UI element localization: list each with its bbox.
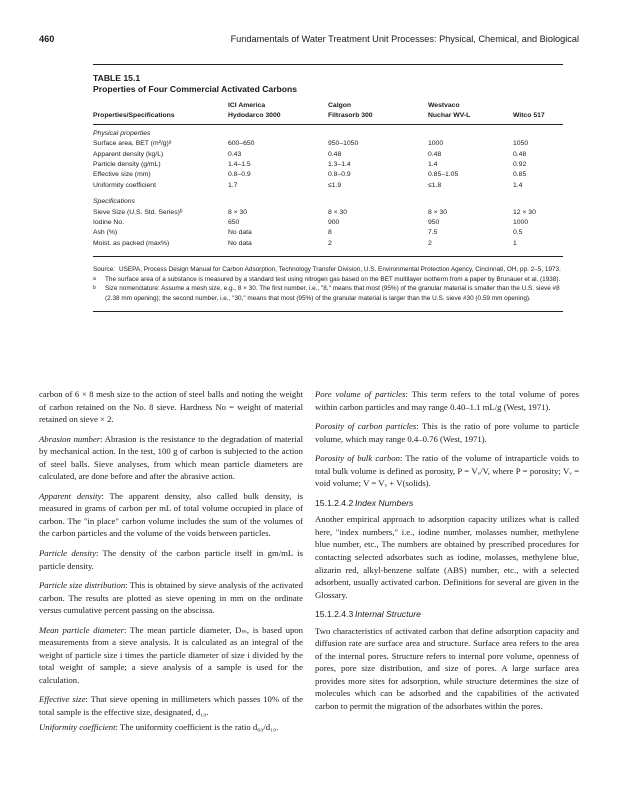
paragraph-porosity-bulk [315,452,579,490]
row-label: Ash (%) [93,229,118,237]
page-number: 460 [39,34,55,44]
row-label: Sieve Size (U.S. Std. Series)ᵇ [93,208,183,216]
table-header [93,101,563,123]
column-header-product: Properties/Specifications [93,112,175,120]
right-column [315,388,579,720]
paragraph-internal-structure: Two characteristics of activated carbon that define adsorption capacity and diffusion rate are surface area and structure. Surface area refers to the area of the internal pores. Structure refers to internal pore volume, openness of pores, pore size distribution, and size of pores. A large surface area provides more sites for adsorption, while structure determines the size of molecules which can be adsorbed and the capabilities of the activated carbon to permit the migration of the adsorbates within the pores. [315,625,579,712]
table-cell: 0.48 [428,150,442,158]
table-cell: ≤1.8 [428,181,442,189]
table-cell: 1.4 [513,181,523,189]
column-header-brand: Calgon [328,102,352,109]
table-cell: 0.48 [513,150,527,158]
definition: : This is the ratio of pore volume to particle volume, which may range 0.4–0.76 (West, 1971). [315,421,579,444]
paragraph-index-numbers: Another empirical approach to adsorption capacity utilizes what is called here, "index numbers," i.e., iodine number, molasses number, methylene blue number, etc., The numbers are obtained by prescribed procedures for contacting selected adsorbates such as iodine, molasses, methylene blue, alizarin red, alkyl-benzene sulfate (ABS) number, etc., with a selected adsorbent, usually activated carbon. Definitions for several are given in the Glossary. [315,514,579,600]
table-cell: 1.3–1.4 [328,161,351,169]
paragraph-mean-particle-diameter [39,624,303,687]
section-label-physical: Physical properties [93,129,151,137]
table-cell: 2 [428,239,432,247]
table-cell: 12 × 30 [513,208,536,216]
table-cell: 1000 [428,140,444,148]
table-bottom-rule [93,311,563,312]
table-cell: 0.8–0.9 [328,171,351,179]
term: Particle density [39,548,96,559]
table-cell: 950 [428,219,440,227]
table-cell: 7.5 [428,229,438,237]
paragraph-uniformity-coefficient [39,721,303,734]
definition: : The ratio of the volume of intraparticle voids to total bulk volume is defined as porosity, P = Vᵥ/V, where P = porosity; Vᵥ = void volume; V = Vᵥ + V(solids). [315,453,579,489]
term: Abrasion number [39,433,101,444]
term: Particle size distribution [39,580,126,591]
paragraph-hardness-cont: carbon of 6 × 8 mesh size to the action of steel balls and noting the weight of carbon retained on the No. 8 sieve. Hardness No = weight of material retained on sieve × 2. [39,389,303,425]
paragraph-abrasion-number [39,433,303,483]
source-label: Source: [93,266,116,274]
table-cell: 0.48 [328,150,342,158]
table-cell: 950–1050 [328,140,359,148]
row-label: Moist. as packed (max%) [93,239,170,247]
table-body-rule [93,256,563,257]
term: Effective size [39,694,86,705]
table-cell: ≤1.9 [328,181,342,189]
footnote-a-mark: a [93,275,96,282]
definition: : That sieve opening in millimeters which passes 10% of the total sample is the effective size, designated, d₁₀. [39,694,303,718]
column-header-brand [513,101,563,111]
column-header-product: Filtrasorb 300 [328,112,373,120]
table-15-1 [93,64,563,312]
definition: : This is obtained by sieve analysis of the activated carbon. The results are plotted as sieve opening in mm on the ordinate versus cumulative percent passing on the abscissa. [39,580,303,616]
table-cell: 1.7 [228,181,238,189]
table-cell: 1.4 [428,161,438,169]
section-title: Internal Structure [355,609,421,620]
term: Uniformity coefficient [39,721,116,732]
row-label: Uniformity coefficient [93,181,156,189]
table-cell: 0.85–1.05 [428,171,459,179]
table-cell: No data [228,229,252,237]
section-label-specifications: Specifications [93,198,135,206]
table-cell: 8 × 30 [228,208,248,216]
definition: : This term refers to the total volume of pores within carbon particles and may range 0.40–1.1 mL/g (West, 1971). [315,389,579,412]
paragraph-pore-volume [315,388,579,413]
table-cell: 650 [228,219,240,227]
table-cell: 0.8–0.9 [228,171,251,179]
paragraph-particle-size-distribution [39,579,303,617]
running-header [39,34,579,48]
table-cell: 8 × 30 [328,208,348,216]
table-cell: 900 [328,219,340,227]
row-label: Iodine No. [93,219,124,227]
left-column [39,388,303,740]
table-cell: 1050 [513,140,529,148]
table-label: TABLE 15.1 [93,73,141,83]
footnote-b-mark: b [93,285,96,292]
table-title: Properties of Four Commercial Activated Carbons [93,84,298,94]
table-top-rule [93,64,563,65]
footnote-b [93,284,563,303]
table-cell: 8 × 30 [428,208,448,216]
definition: : The density of the carbon particle itself in gm/mL is particle density. [39,548,304,571]
table-cell: 0.92 [513,161,527,169]
table-header-rule [93,124,563,125]
definition: : Abrasion is the resistance to the degradation of material by mechanical action. In the test, 100 g of carbon is subjected to the action of steel balls. Sieve analyses, from which mean particle diameters are calculated, are done before and after the abrasive action. [39,433,303,482]
term: Mean particle diameter [39,624,125,635]
table-cell: No data [228,239,252,247]
row-label: Apparent density (kg/L) [93,150,164,158]
column-header-product: Nuchar WV-L [428,112,471,120]
term: Porosity of carbon particles [315,421,417,432]
row-label: Particle density (g/mL) [93,161,161,169]
footnote-a-text: The surface area of a substance is measured by a standard test using nitrogen gas based on the BET multilayer isotherm from a paper by Brunauer et al. (1938). [105,275,561,283]
table-cell: 1.4–1.5 [228,161,251,169]
paragraph-particle-density [39,547,303,572]
definition: : The apparent density, also called bulk density, is measured in grams of carbon per mL of total volume occupied in place of carbon. The "in place" carbon volume includes the sum of the volumes of the carbon particles and the volume of the voids between particles. [39,490,303,539]
term: Porosity of bulk carbon [315,453,400,464]
term: Pore volume of particles [315,389,406,399]
section-heading-internal-structure [315,608,579,621]
paragraph-porosity-particles [315,420,579,445]
running-title: Fundamentals of Water Treatment Unit Processes: Physical, Chemical, and Biological [230,34,579,44]
section-number: 15.1.2.4.3 [315,609,354,620]
footnote-b-text: Size nomenclature: Assume a mesh size, e.g., 8 × 30. The first number, i.e., "8," means that most (95%) of the granular material is smaller than the U.S. sieve #8 (2.38 mm opening); the second number, i.e., "30," means that most (95%) of the granular material is larger than the U.S. sieve #30 (0.59 mm opening). [105,285,560,303]
column-header-brand: Westvaco [428,102,460,109]
table-cell: 1000 [513,219,529,227]
table-body [93,127,563,249]
table-cell: 600–650 [228,140,255,148]
section-number: 15.1.2.4.2 [315,497,354,508]
column-header-brand [93,101,228,111]
section-title: Index Numbers [355,497,414,508]
table-cell: 0.5 [513,229,523,237]
definition: : The mean particle diameter, Dₘ, is based upon measurements from a sieve analysis. It is calculated as an integral of the weight of particle size i times the particle diameter of size i divided by the total weight of sample; a sieve analysis of a sample is used for the calculation. [39,624,303,685]
column-header-brand: ICI America [228,102,266,109]
footnote-a [93,275,563,285]
table-cell: 8 [328,229,332,237]
column-header-product: Hydodarco 3000 [228,112,281,120]
row-label: Effective size (mm) [93,171,151,179]
term: Apparent density [39,490,102,501]
table-source [93,265,563,275]
source-text: USEPA, Process Design Manual for Carbon Adsorption, Technology Transfer Division, U.S. Environmental Protection Agency, Cincinnati, OH, pp. 2–5, 1973. [119,266,561,274]
column-header-product: Witco 517 [513,112,545,120]
table-cell: 0.85 [513,171,527,179]
definition: : The uniformity coefficient is the ratio d₆₀/d₁₀. [115,721,279,732]
paragraph-apparent-density [39,490,303,540]
row-label: Surface area, BET (m²/g)ᵃ [93,140,172,148]
table-cell: 2 [328,239,332,247]
section-heading-index-numbers [315,497,579,510]
table-notes [93,265,563,310]
table-cell: 0.43 [228,150,242,158]
table-cell: 1 [513,239,517,247]
paragraph-effective-size [39,693,303,718]
